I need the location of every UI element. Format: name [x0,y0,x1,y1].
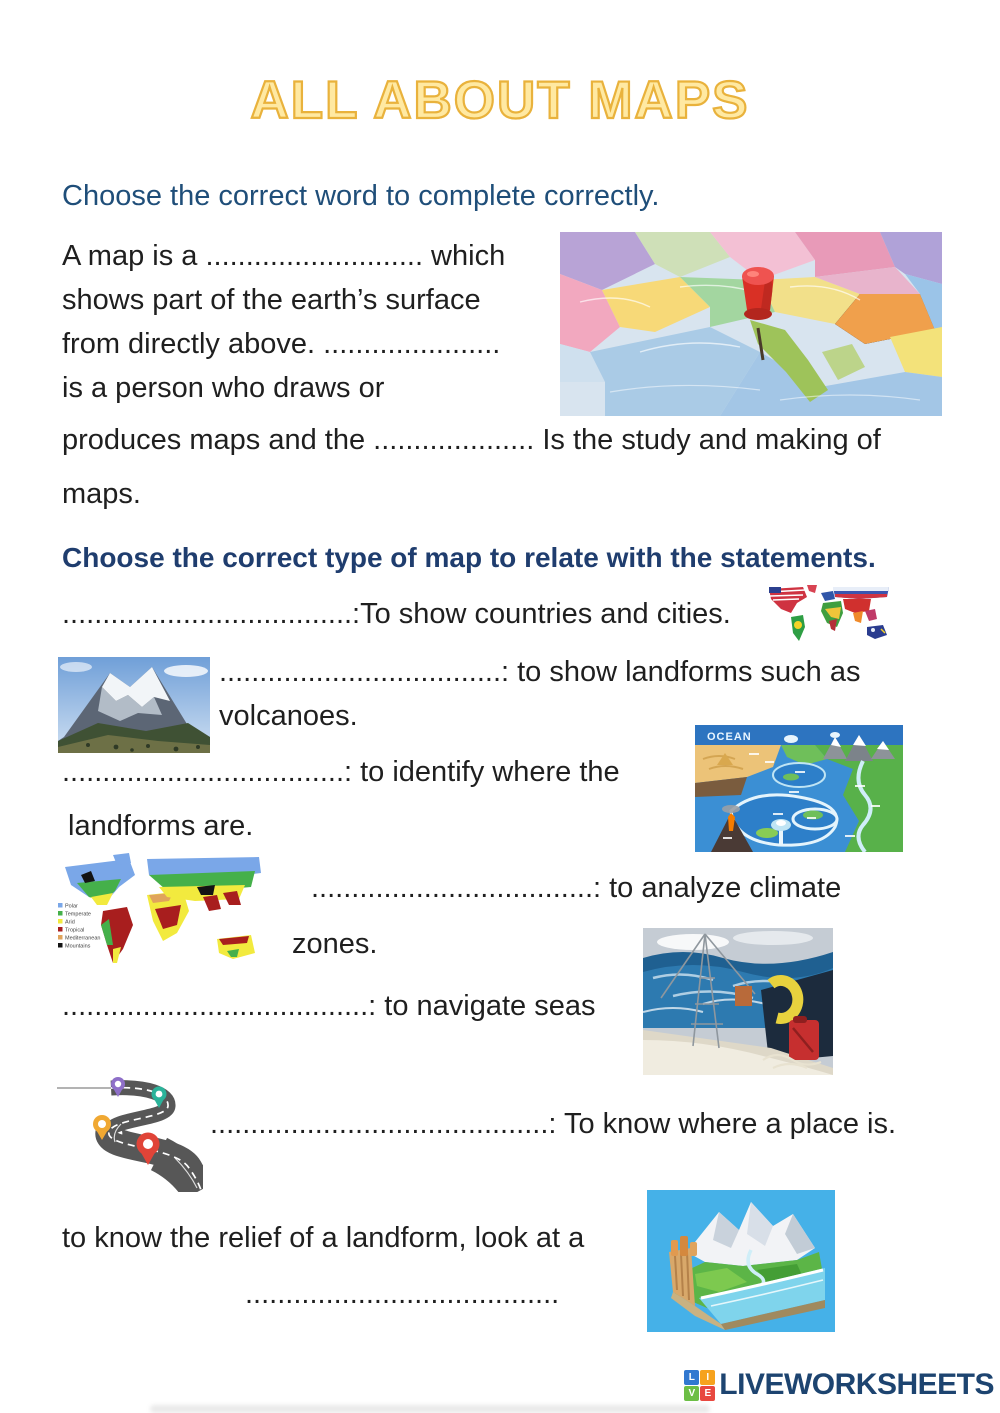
svg-text:Mediterranean: Mediterranean [65,935,101,942]
intro-line-2: shows part of the earth’s surface [62,284,481,316]
q2-volcanoes-line: volcanoes. [219,700,358,732]
q7-relief-line: to know the relief of a landform, look at a [62,1222,585,1254]
intro-line-6: maps. [62,478,141,510]
q3-landforms-are-line: landforms are. [68,810,254,842]
q2-physical-map-line: ...................................: to show landforms such as [219,656,861,688]
q5-nautical-map-line: ......................................: to navigate seas [62,990,596,1022]
intro-line-3: from directly above. ...................... [62,328,501,360]
svg-text:Tropical: Tropical [65,927,85,934]
intro-line-1: A map is a ........................... which [62,240,506,272]
liveworksheets-logo-text: LIVEWORKSHEETS [719,1368,994,1401]
logo-tile-l: L [684,1370,699,1385]
q6-location-map-line: ..........................................: To know where a place is. [210,1108,897,1140]
volcano-mountain-photo [58,657,210,753]
intro-line-5: produces maps and the .................... Is the study and making of [62,424,881,456]
relief-map-image [647,1190,835,1332]
svg-text:Polar: Polar [65,903,78,910]
logo-tile-e: E [700,1386,715,1401]
page-title: ALL ABOUT MAPS [250,71,750,130]
cutoff-text-artifact [150,1405,710,1413]
svg-text:Temperate: Temperate [65,911,91,918]
q4-zones-line: zones. [292,928,378,960]
logo-tile-i: I [700,1370,715,1385]
svg-text:Mountains: Mountains [65,943,91,950]
intro-paragraph [62,234,567,410]
q1-political-map-line: ....................................:To show countries and cities. [62,598,731,630]
landforms-illustration-image [695,725,903,852]
logo-tile-v: V [684,1386,699,1401]
road-location-pins-image [55,1072,203,1192]
q3-landform-map-line: ...................................: to identify where the [62,756,620,788]
intro-line-4: is a person who draws or [62,372,385,404]
flags-world-map-image [763,583,895,645]
sea-boat-photo [643,928,833,1075]
q4-climate-map-line: ...................................: to analyze climate [311,872,842,904]
svg-text:Arid: Arid [65,919,75,926]
liveworksheets-logo [684,1368,994,1402]
ocean-label: OCEAN [707,731,752,743]
climate-zones-map-image [55,853,265,973]
section1-heading: Choose the correct word to complete correctly. [62,180,660,212]
europe-map-pushpin-image [560,232,942,416]
section2-heading: Choose the correct type of map to relate with the statements. [62,542,876,573]
q7-blank-line: ....................................... [245,1278,560,1310]
liveworksheets-logo-icon [684,1370,715,1401]
